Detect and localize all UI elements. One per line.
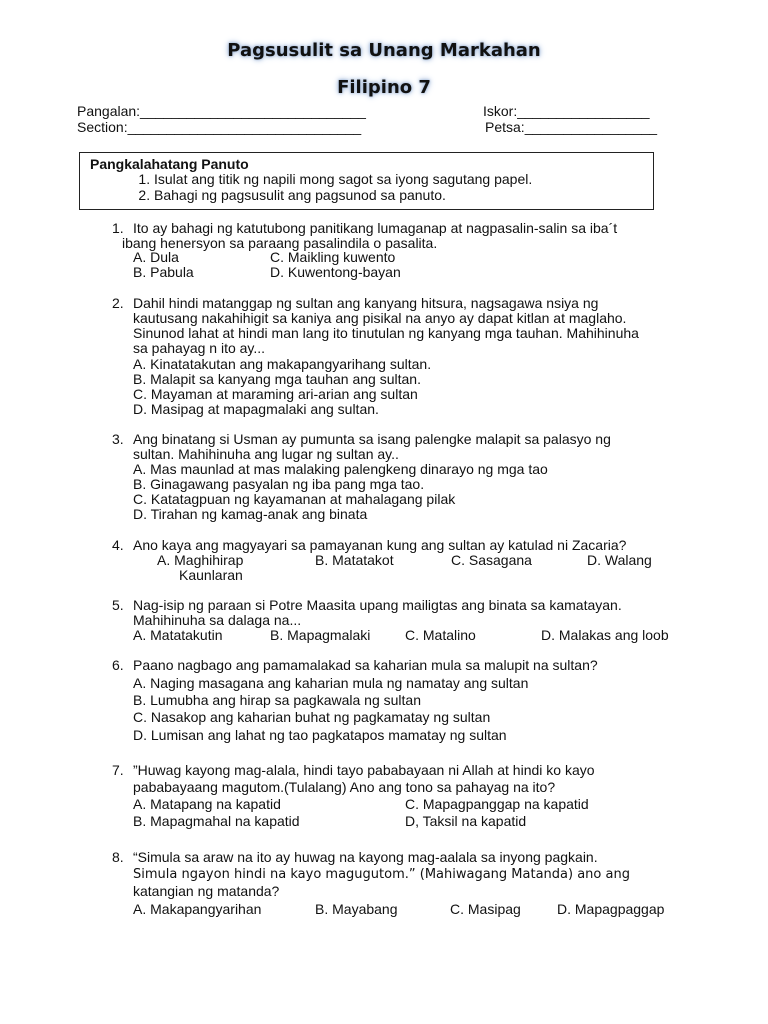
instruction-item: 2. Bahagi ng pagsusulit ang pagsunod sa panuto. xyxy=(154,187,532,203)
question-number: 6. xyxy=(112,657,124,673)
option: D. Lumisan ang lahat ng tao pagkatapos mamatay ng sultan xyxy=(133,727,507,743)
option: C. Matalino xyxy=(405,627,476,643)
question-number: 5. xyxy=(112,597,124,613)
option: D. Mapagpaggap xyxy=(557,901,665,917)
question-text: Mahihinuha sa dalaga na... xyxy=(133,612,302,628)
option: C. Masipag xyxy=(450,901,521,917)
question-text: Paano nagbago ang pamamalakad sa kaharian mula sa malupit na sultan? xyxy=(133,657,598,673)
name-field: Pangalan:_____________________________ xyxy=(77,103,366,119)
option: A. Makapangyarihan xyxy=(133,901,262,917)
option-continuation: Kaunlaran xyxy=(179,567,243,583)
option: A. Naging masagana ang kaharian mula ng namatay ang sultan xyxy=(133,675,529,691)
question-text: sultan. Mahihinuha ang lugar ng sultan ay.. xyxy=(133,446,399,462)
option: B. Matatakot xyxy=(315,552,394,568)
score-field: Iskor:_________________ xyxy=(483,103,650,119)
option: A. Matatakutin xyxy=(133,627,223,643)
option: D. Malakas ang loob xyxy=(541,627,669,643)
question-text: ibang henersyon sa paraang pasalindila o pasalita. xyxy=(122,235,438,251)
option: D. Tirahan ng kamag-anak ang binata xyxy=(133,506,368,522)
question-number: 2. xyxy=(112,295,124,311)
option: A. Maghihirap xyxy=(157,552,244,568)
option: D, Taksil na kapatid xyxy=(405,813,527,829)
option: B. Pabula xyxy=(133,264,194,280)
instruction-item: 1. Isulat ang titik ng napili mong sagot sa iyong sagutang papel. xyxy=(154,171,532,187)
date-field: Petsa:_________________ xyxy=(485,119,658,135)
option: B. Mayabang xyxy=(315,901,398,917)
instructions-list xyxy=(80,171,532,203)
question-text: Simula ngayon hindi na kayo magugutom.” (Mahiwagang Matanda) ano ang xyxy=(133,867,630,882)
question-text: pababayaang magutom.(Tulalang) Ano ang tono sa pahayag na ito? xyxy=(133,779,556,795)
option: B. Mapagmalaki xyxy=(270,627,371,643)
option: D. Masipag at mapagmalaki ang sultan. xyxy=(133,401,379,417)
question-text: Sinunod lahat at hindi man lang ito tinutulan ng kanyang mga tauhan. Mahihinuha xyxy=(133,325,639,341)
option: B. Ginagawang pasyalan ng iba pang mga tao. xyxy=(133,476,425,492)
section-field: Section:______________________________ xyxy=(77,119,362,135)
option: B. Malapit sa kanyang mga tauhan ang sultan. xyxy=(133,371,421,387)
option: C. Mapagpanggap na kapatid xyxy=(405,796,589,812)
question-text: katangian ng matanda? xyxy=(133,883,280,899)
question-text: Ang binatang si Usman ay pumunta sa isang palengke malapit sa palasyo ng xyxy=(133,431,611,447)
question-number: 4. xyxy=(112,537,124,553)
instructions-box xyxy=(79,152,654,210)
question-number: 1. xyxy=(112,220,124,236)
option: A. Matapang na kapatid xyxy=(133,796,281,812)
instructions-title: Pangkalahatang Panuto xyxy=(90,156,249,172)
option: C. Sasagana xyxy=(451,552,532,568)
question-text: Ano kaya ang magyayari sa pamayanan kung ang sultan ay katulad ni Zacaria? xyxy=(133,537,627,553)
question-text: Nag-isip ng paraan si Potre Maasita upang mailigtas ang binata sa kamatayan. xyxy=(133,597,622,613)
option: A. Kinatatakutan ang makapangyarihang sultan. xyxy=(133,356,432,372)
question-text: ”Huwag kayong mag-alala, hindi tayo pababayaan ni Allah at hindi ko kayo xyxy=(133,762,595,778)
option: C. Nasakop ang kaharian buhat ng pagkamatay ng sultan xyxy=(133,709,491,725)
option: B. Lumubha ang hirap sa pagkawala ng sultan xyxy=(133,692,421,708)
question-text: Dahil hindi matanggap ng sultan ang kanyang hitsura, nagsagawa nsiya ng xyxy=(133,295,599,311)
option: C. Mayaman at maraming ari-arian ang sultan xyxy=(133,386,418,402)
question-number: 7. xyxy=(112,762,124,778)
question-number: 8. xyxy=(112,849,124,865)
question-text: “Simula sa araw na ito ay huwag na kayong mag-aalala sa inyong pagkain. xyxy=(133,849,598,865)
question-text: kautusang nakahihigit sa kaniya ang pisikal na anyo ay dapat kitlan at maglaho. xyxy=(133,310,627,326)
option: C. Maikling kuwento xyxy=(270,249,396,265)
option: D. Walang xyxy=(587,552,652,568)
option: C. Katatagpuan ng kayamanan at mahalagang pilak xyxy=(133,491,456,507)
option: A. Mas maunlad at mas malaking palengkeng dinarayo ng mga tao xyxy=(133,461,548,477)
question-number: 3. xyxy=(112,431,124,447)
question-text: sa pahayag n ito ay... xyxy=(133,340,266,356)
option: A. Dula xyxy=(133,249,179,265)
page-title: Pagsusulit sa Unang Markahan xyxy=(227,40,541,61)
page-subtitle: Filipino 7 xyxy=(337,77,431,98)
option: B. Mapagmahal na kapatid xyxy=(133,813,300,829)
question-text: Ito ay bahagi ng katutubong panitikang lumaganap at nagpasalin-salin sa iba´t xyxy=(133,220,618,236)
option: D. Kuwentong-bayan xyxy=(270,264,401,280)
